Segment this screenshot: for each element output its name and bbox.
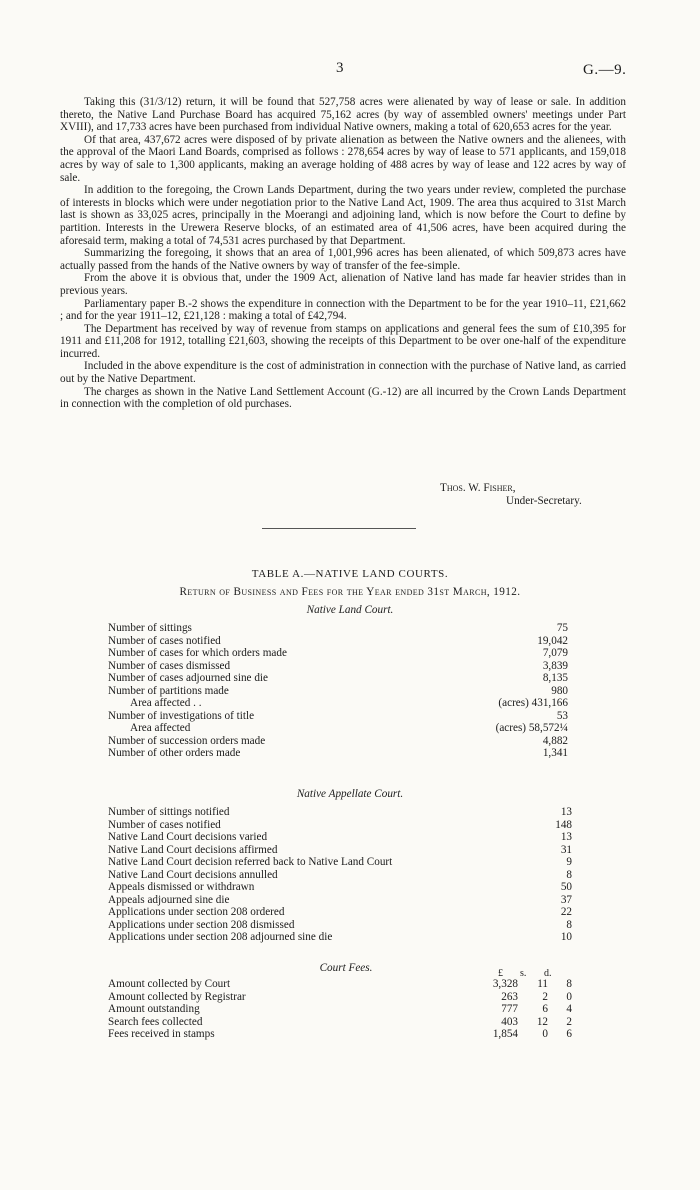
body-text	[60, 96, 626, 411]
court-fees-table	[108, 978, 572, 1041]
row-value: 7,079	[542, 647, 568, 660]
paragraph: Of that area, 437,672 acres were disposed of by private alienation as between the Native owners and the alienees, with the approval of the Maori Land Boards, comprised as follows : 278,654 acres by way of lease to 571 applicants, and 159,018 acres by way of sale to 1,300 applicants, making an average holding of 488 acres by way of lease and 122 acres by way of sale.	[60, 133, 626, 184]
fee-pounds: 1,854	[492, 1028, 518, 1041]
row-label: Number of cases notified	[108, 818, 221, 831]
row-label: Number of investigations of title	[108, 709, 255, 722]
table-row	[108, 747, 568, 760]
table-title: TABLE A.—NATIVE LAND COURTS.	[251, 568, 449, 580]
fee-shillings: 6	[542, 1003, 548, 1016]
native-appellate-court-table	[108, 806, 572, 944]
fee-pence: 0	[566, 990, 572, 1003]
native-land-court-heading: Native Land Court.	[306, 604, 394, 616]
row-value: 10	[560, 931, 572, 944]
paragraph: Parliamentary paper B.-2 shows the expenditure in connection with the Department to be for the year 1910–11, £21,662 ; and for the year 1911–12, £21,128 : making a total of £42,794.	[60, 297, 626, 323]
fee-pounds: 403	[501, 1015, 518, 1028]
court-fees-heading: Court Fees.	[319, 962, 373, 974]
table-row	[108, 685, 568, 698]
row-value: 22	[560, 906, 572, 919]
page-number: 3	[336, 60, 344, 76]
row-label: Applications under section 208 dismissed	[108, 918, 295, 931]
table-row	[108, 722, 568, 735]
row-label: Number of cases notified	[108, 634, 221, 647]
paragraph: The charges as shown in the Native Land Settlement Account (G.-12) are all incurred by the Crown Lands Department in connection with the completion of old purchases.	[60, 385, 626, 411]
table-row	[108, 710, 568, 723]
signatory-title: Under-Secretary.	[506, 495, 582, 507]
table-row	[108, 819, 572, 832]
paragraph: Summarizing the foregoing, it shows that an area of 1,001,996 acres has been alienated, of which 509,873 acres have actually passed from the hands of the Native owners by way of transfer of the fee-simple.	[60, 247, 626, 272]
row-label: Amount collected by Registrar	[108, 990, 246, 1003]
row-value: 31	[560, 843, 572, 856]
row-label: Search fees collected	[108, 1015, 203, 1028]
paragraph: Included in the above expenditure is the cost of administration in connection with the purchase of Native land, as carried out by the Native Department.	[60, 360, 626, 386]
row-label: Area affected . .	[130, 697, 202, 710]
fees-column-pence: d.	[544, 968, 552, 979]
row-label: Applications under section 208 adjourned sine die	[108, 931, 333, 944]
fees-column-pounds: £	[498, 968, 503, 979]
table-row	[108, 856, 572, 869]
row-value: 8	[566, 918, 572, 931]
table-row	[108, 931, 572, 944]
fee-pounds: 3,328	[492, 978, 518, 990]
row-value: 13	[560, 831, 572, 844]
page-reference: G.—9.	[583, 62, 627, 78]
row-value: 8,135	[542, 672, 568, 685]
table-row	[108, 635, 568, 648]
fees-column-shillings: s.	[520, 968, 527, 979]
row-value: 8	[566, 868, 572, 881]
row-label: Number of other orders made	[108, 747, 241, 760]
section-divider	[262, 528, 416, 529]
table-row	[108, 869, 572, 882]
paragraph: The Department has received by way of revenue from stamps on applications and general fees the sum of £10,395 for 1911 and £11,208 for 1912, totalling £21,603, showing the receipts of this Department to be over one-half of the expenditure incurred.	[60, 322, 626, 360]
table-row	[108, 806, 572, 819]
row-label: Number of cases for which orders made	[108, 647, 287, 660]
row-value: 75	[556, 622, 568, 634]
row-value: 9	[566, 856, 572, 869]
fee-pence: 4	[566, 1003, 572, 1016]
table-row	[108, 894, 572, 907]
row-value: 37	[560, 893, 572, 906]
table-row	[108, 831, 572, 844]
row-label: Number of succession orders made	[108, 734, 266, 747]
table-row	[108, 647, 568, 660]
table-row	[108, 735, 568, 748]
table-row	[108, 919, 572, 932]
row-value: 980	[551, 684, 568, 697]
fee-shillings: 12	[536, 1015, 548, 1028]
row-label: Applications under section 208 ordered	[108, 906, 285, 919]
row-label: Area affected	[130, 722, 191, 735]
row-value: (acres) 58,572¼	[495, 722, 568, 735]
table-row	[108, 672, 568, 685]
native-land-court-table	[108, 622, 568, 760]
row-label: Appeals adjourned sine die	[108, 893, 230, 906]
table-row	[108, 881, 572, 894]
paragraph: In addition to the foregoing, the Crown Lands Department, during the two years under review, completed the purchase of interests in blocks which were under negotiation prior to the Native Land Act, 1909. The area thus acquired to 31st March last is shown as 33,025 acres, principally in the Moerangi and adjoining land, which is now before the Court to define by partition. Interests in the Urewera Reserve blocks, of an estimated area of 41,506 acres, have been acquired during the aforesaid term, making a total of 74,531 acres purchased by that Department.	[60, 184, 626, 247]
fee-shillings: 11	[537, 978, 548, 990]
table-row	[108, 622, 568, 635]
fee-pounds: 777	[501, 1003, 518, 1016]
row-value: 50	[560, 881, 572, 894]
row-value: 13	[560, 806, 572, 818]
row-label: Fees received in stamps	[108, 1028, 215, 1041]
row-value: 1,341	[542, 747, 568, 760]
fee-shillings: 0	[542, 1028, 548, 1041]
row-value: 19,042	[537, 634, 568, 647]
table-row	[108, 844, 572, 857]
row-label: Number of sittings	[108, 622, 192, 634]
paragraph: From the above it is obvious that, under the 1909 Act, alienation of Native land has made far heavier strides than in previous years.	[60, 272, 626, 297]
row-label: Amount collected by Court	[108, 978, 231, 990]
table-row	[108, 697, 568, 710]
row-label: Native Land Court decisions affirmed	[108, 843, 278, 856]
fee-shillings: 2	[542, 990, 548, 1003]
table-row	[108, 906, 572, 919]
native-appellate-court-heading: Native Appellate Court.	[296, 788, 404, 800]
fee-pounds: 263	[501, 990, 518, 1003]
row-label: Native Land Court decision referred back to Native Land Court	[108, 856, 393, 869]
signatory-name: Thos. W. Fisher,	[440, 482, 516, 494]
row-label: Native Land Court decisions annulled	[108, 868, 278, 881]
table-subtitle: Return of Business and Fees for the Year ended 31st March, 1912.	[179, 586, 521, 598]
row-value: (acres) 431,166	[498, 697, 568, 710]
table-row	[108, 660, 568, 673]
row-label: Number of partitions made	[108, 684, 229, 697]
row-value: 53	[556, 709, 568, 722]
table-row	[108, 1003, 572, 1016]
paragraph: Taking this (31/3/12) return, it will be found that 527,758 acres were alienated by way of lease or sale. In addition thereto, the Native Land Purchase Board has acquired 75,162 acres (by way of assembled owners' meetings under Part XVIII), and 17,733 acres have been purchased from individual Native owners, making a total of 620,653 acres for the year.	[60, 96, 626, 134]
row-value: 148	[555, 818, 572, 831]
table-row	[108, 991, 572, 1004]
row-label: Number of sittings notified	[108, 806, 230, 818]
table-row	[108, 1016, 572, 1029]
row-label: Appeals dismissed or withdrawn	[108, 881, 255, 894]
row-label: Amount outstanding	[108, 1003, 200, 1016]
row-label: Number of cases adjourned sine die	[108, 672, 268, 685]
fee-pence: 8	[566, 978, 572, 990]
fee-pence: 2	[566, 1015, 572, 1028]
fee-pence: 6	[566, 1028, 572, 1041]
row-value: 4,882	[542, 734, 568, 747]
table-row	[108, 978, 572, 991]
signature-block	[440, 482, 582, 508]
row-value: 3,839	[542, 659, 568, 672]
row-label: Number of cases dismissed	[108, 659, 231, 672]
table-row	[108, 1028, 572, 1041]
row-label: Native Land Court decisions varied	[108, 831, 268, 844]
